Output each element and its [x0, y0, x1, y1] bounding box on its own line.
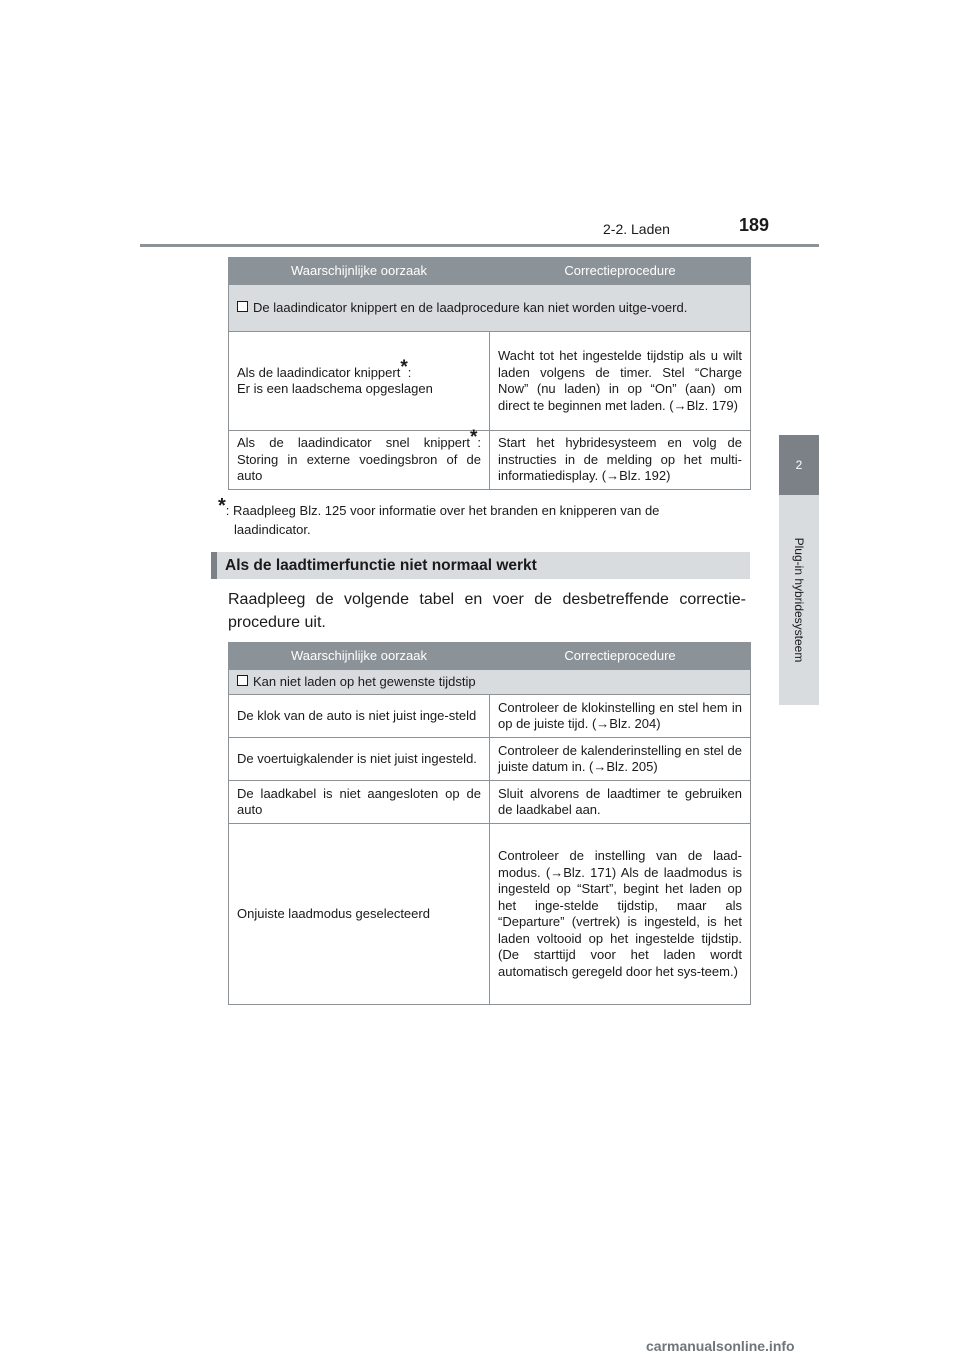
- header-divider: [140, 244, 819, 247]
- cause-cell: Als de laadindicator knippert*: Er is een laadschema opgeslagen: [229, 332, 490, 431]
- table-row: [229, 695, 751, 738]
- procedure-cell: Controleer de kalenderinstelling en stel de juiste datum in. (→Blz. 205): [490, 738, 751, 781]
- checkbox-square-icon: [237, 301, 248, 312]
- watermark: carmanualsonline.info: [646, 1338, 795, 1354]
- cause-cell: De voertuigkalender is niet juist ingesteld.: [229, 738, 490, 781]
- column-header-cause: Waarschijnlijke oorzaak: [229, 643, 490, 670]
- table-group-heading: De laadindicator knippert en de laadprocedure kan niet worden uitge-voerd.: [229, 285, 751, 332]
- troubleshooting-table-indicator: [228, 257, 751, 490]
- cause-cell: Onjuiste laadmodus geselecteerd: [229, 824, 490, 1005]
- footnote-star: *: [218, 495, 226, 517]
- table-row: [229, 738, 751, 781]
- procedure-cell: Sluit alvorens de laadtimer te gebruiken de laadkabel aan.: [490, 781, 751, 824]
- column-header-procedure: Correctieprocedure: [490, 258, 751, 285]
- checkbox-square-icon: [237, 675, 248, 686]
- procedure-cell: Controleer de klokinstelling en stel hem in op de juiste tijd. (→Blz. 204): [490, 695, 751, 738]
- chapter-number-tab: 2: [779, 435, 819, 495]
- procedure-cell: Start het hybridesysteem en volg de instructies in de melding op het multi-informatiedisplay. (→Blz. 192): [490, 431, 751, 490]
- section-heading: Als de laadtimerfunctie niet normaal werkt: [211, 552, 750, 579]
- section-label: 2-2. Laden: [603, 221, 670, 237]
- column-header-cause: Waarschijnlijke oorzaak: [229, 258, 490, 285]
- cause-cell: De klok van de auto is niet juist inge-steld: [229, 695, 490, 738]
- cause-cell: De laadkabel is niet aangesloten op de auto: [229, 781, 490, 824]
- procedure-cell: Wacht tot het ingestelde tijdstip als u wilt laden volgens de timer. Stel “Charge Now” (nu laden) in op “On” (aan) om direct te beginnen met laden. (→Blz. 179): [490, 332, 751, 431]
- cause-cell: Als de laadindicator snel knippert*: Storing in externe voedingsbron of de auto: [229, 431, 490, 490]
- page-number: 189: [739, 215, 770, 235]
- table-group-heading: Kan niet laden op het gewenste tijdstip: [229, 670, 751, 695]
- chapter-title-tab: [779, 495, 819, 705]
- table-row: [229, 781, 751, 824]
- footnote-star: *: [400, 356, 408, 378]
- intro-paragraph: Raadpleeg de volgende tabel en voer de desbetreffende correctie-procedure uit.: [228, 591, 746, 631]
- footnote: *: Raadpleeg Blz. 125 voor informatie over het branden en knipperen van de laadindicator.: [218, 495, 660, 537]
- chapter-title: Plug-in hybridesysteem: [792, 537, 806, 663]
- column-header-procedure: Correctieprocedure: [490, 643, 751, 670]
- table-row: [229, 332, 751, 431]
- troubleshooting-table-timer: [228, 642, 751, 1005]
- procedure-cell: Controleer de instelling van de laad-modus. (→Blz. 171) Als de laadmodus is ingesteld op “Start”, begint het laden op het inge-stelde tijdstip, maar als “Departure” (vertrek) is ingesteld, is het laden voltooid op het ingestelde tijdstip. (De starttijd voor het laden wordt automatisch geregeld door het sys-teem.): [490, 824, 751, 1005]
- footnote-star: *: [469, 427, 478, 449]
- table-row: [229, 431, 751, 490]
- table-row: [229, 824, 751, 1005]
